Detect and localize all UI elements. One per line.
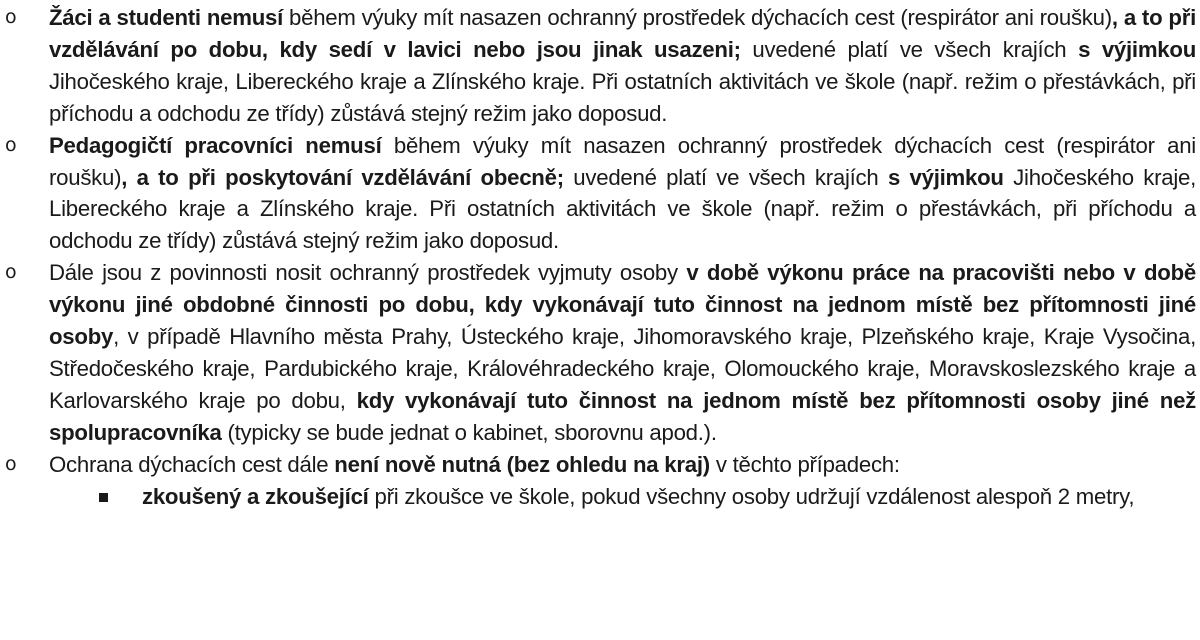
text-normal: Dále jsou z povinnosti nosit ochranný prostředek vyjmuty osoby [49, 260, 687, 286]
text-bold: Pedagogičtí pracovníci nemusí [49, 132, 382, 158]
bullet-circle-icon: o [5, 452, 17, 475]
list-item-teachers [4, 130, 1196, 258]
bullet-circle-icon: o [5, 6, 17, 28]
text-normal: uvedené platí ve všech krajích [740, 36, 1079, 62]
list-item-text [49, 2, 1196, 130]
text-bold: s výjimkou [887, 164, 1004, 190]
text-normal: při zkoušce ve škole, pokud všechny osoby udržují vzdálenost alespoň 2 metry, [368, 483, 1135, 509]
text-normal: během výuky mít nasazen ochranný prostředek dýchacích cest (respirátor ani roušku) [283, 5, 1112, 30]
text-bold: , a to při poskytování vzdělávání obecně; [121, 164, 564, 190]
text-bold: zkoušený a zkoušející [142, 483, 369, 509]
text-bold: kdy vykonávají tuto činnost na jednom místě bez přítomnosti osoby jiné než spolupracovníka [49, 387, 1197, 445]
list-item-text [49, 130, 1196, 258]
text-normal: Ochrana dýchacích cest dále [49, 451, 335, 477]
text-normal: během výuky mít nasazen ochranný prostředek dýchacích cest (respirátor ani roušku) [49, 132, 1196, 190]
text-normal: v těchto případech: [709, 451, 900, 477]
list-item-students [4, 2, 1196, 130]
text-normal: , v případě Hlavního města Prahy, Ústeckého kraje, Jihomoravského kraje, Plzeňského kraje, Kraje Vysočina, Středočeského kraje, Pardubického kraje, Královéhradeckého kraje, Olomouckého kraje, Moravskoslezského kraje a Karlovarského kraje po dobu, [49, 324, 1196, 413]
text-normal: uvedené platí ve všech krajích [563, 164, 888, 190]
bullet-square-icon [99, 493, 108, 502]
bullet-circle-icon: o [5, 133, 17, 156]
text-bold: není nově nutná (bez ohledu na kraj) [334, 451, 710, 477]
text-bold: s výjimkou [1078, 36, 1196, 62]
text-normal: Jihočeského kraje, Libereckého kraje a Zlínského kraje. Při ostatních aktivitách ve škole (např. režim o přestávkách, při příchodu a odchodu ze třídy) zůstává stejný režim jako doposud. [49, 164, 1196, 254]
sublist-item-text [142, 481, 1196, 513]
bullet-circle-icon: o [5, 261, 17, 284]
text-bold: Žáci a studenti nemusí [49, 5, 284, 30]
text-bold: , a to při vzdělávání po dobu, kdy sedí v lavici nebo jsou jinak usazeni; [49, 5, 1197, 62]
list-item-text [49, 449, 1196, 481]
text-normal: (typicky se bude jednat o kabinet, sborovnu apod.). [221, 419, 717, 445]
list-item-workplace-exemption [4, 257, 1196, 448]
sublist-item-exam [4, 481, 1196, 513]
list-item-text [49, 257, 1196, 448]
text-bold: v době výkonu práce na pracovišti nebo v době výkonu jiné obdobné činnosti po dobu, kdy vykonávají tuto činnost na jednom místě bez přítomnosti jiné osoby [49, 260, 1196, 350]
text-normal: Jihočeského kraje, Libereckého kraje a Zlínského kraje. Při ostatních aktivitách ve škole (např. režim o přestávkách, při příchodu a odchodu ze třídy) zůstává stejný režim jako doposud. [49, 68, 1196, 126]
list-item-no-longer-required [4, 449, 1196, 481]
